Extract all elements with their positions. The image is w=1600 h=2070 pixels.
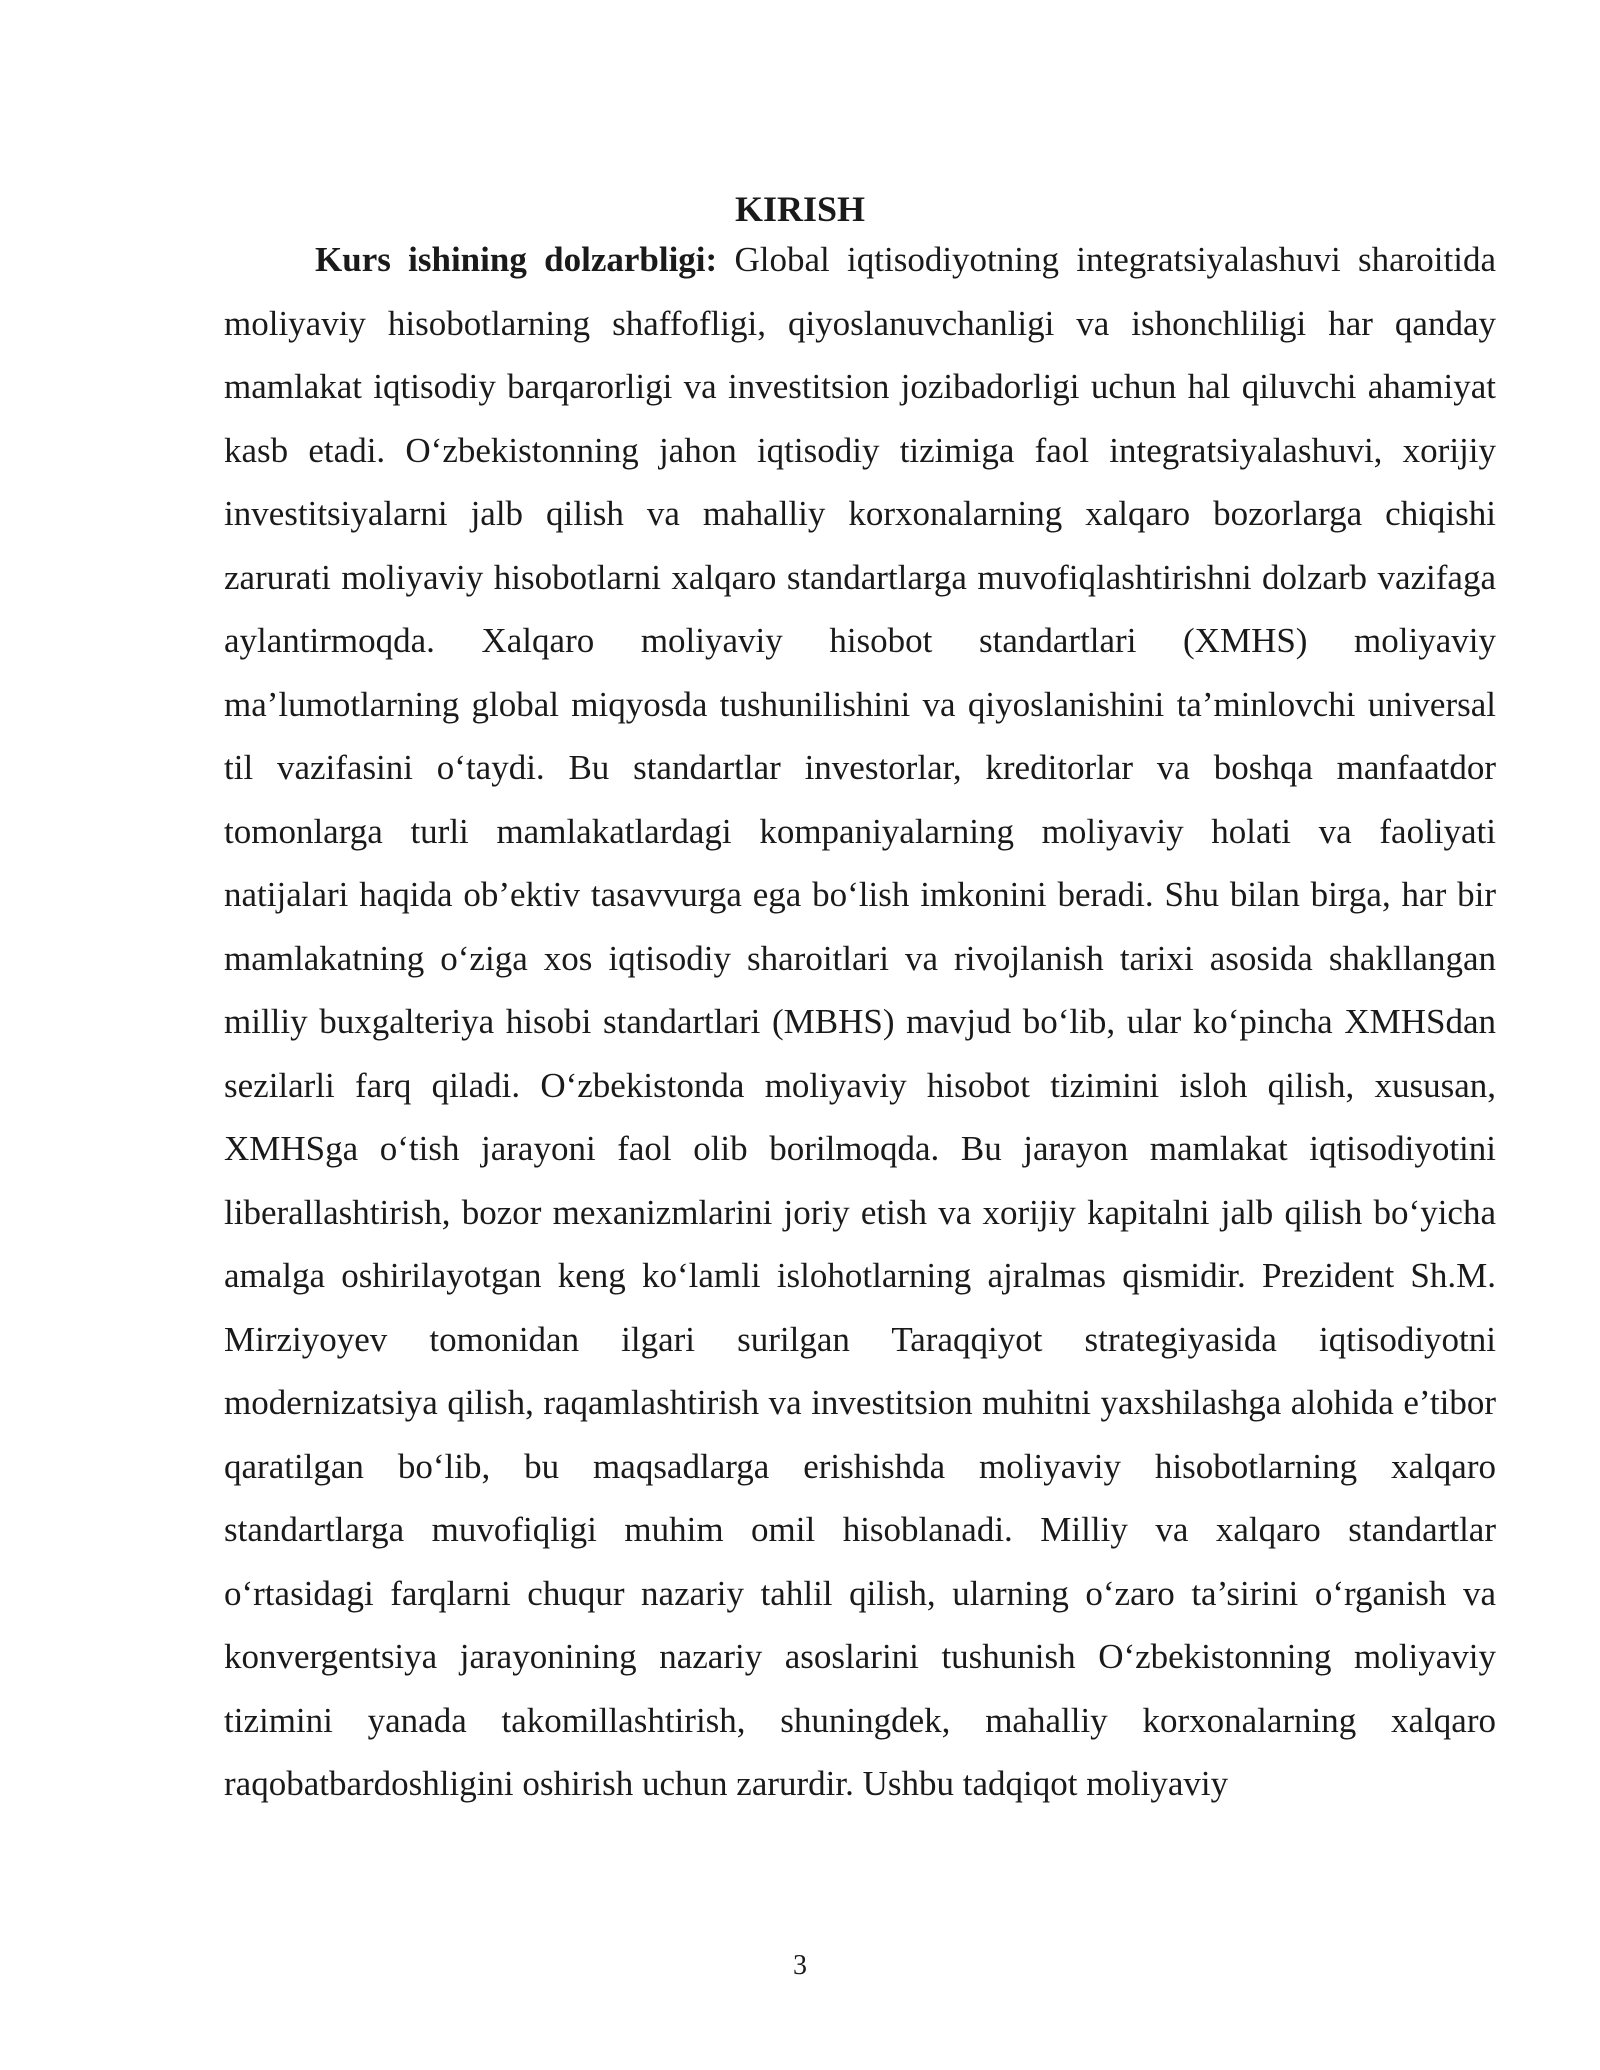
page-number: 3 xyxy=(793,1950,807,1981)
paragraph-text: Global iqtisodiyotning integratsiyalashuvi sharoitida moliyaviy hisobotlarning shaffofligi, qiyoslanuvchanligi va ishonchliligi har qanday mamlakat iqtisodiy barqarorligi va investitsion jozibadorligi uchun hal qiluvchi ahamiyat kasb etadi. O‘zbekistonning jahon iqtisodiy tizimiga faol integratsiyalashuvi, xorijiy investitsiyalarni jalb qilish va mahalliy korxonalarning xalqaro bozorlarga chiqishi zarurati moliyaviy hisobotlarni xalqaro standartlarga muvofiqlashtirishni dolzarb vazifaga aylantirmoqda. Xalqaro moliyaviy hisobot standartlari (XMHS) moliyaviy ma’lumotlarning global miqyosda tushunilishini va qiyoslanishini ta’minlovchi universal til vazifasini o‘taydi. Bu standartlar investorlar, kreditorlar va boshqa manfaatdor tomonlarga turli mamlakatlardagi kompaniyalarning moliyaviy holati va faoliyati natijalari haqida ob’ektiv tasavvurga ega bo‘lish imkonini beradi. Shu bilan birga, har bir mamlakatning o‘ziga xos iqtisodiy sharoitlari va rivojlanish tarixi asosida shakllangan milliy buxgalteriya hisobi standartlari (MBHS) mavjud bo‘lib, ular ko‘pincha XMHSdan sezilarli farq qiladi. O‘zbekistonda moliyaviy hisobot tizimini isloh qilish, xususan, XMHSga o‘tish jarayoni faol olib borilmoqda. Bu jarayon mamlakat iqtisodiyotini liberallashtirish, bozor mexanizmlarini joriy etish va xorijiy kapitalni jalb qilish bo‘yicha amalga oshirilayotgan keng ko‘lamli islohotlarning ajralmas qismidir. Prezident Sh.M. Mirziyoyev tomonidan ilgari surilgan Taraqqiyot strategiyasida iqtisodiyotni modernizatsiya qilish, raqamlashtirish va investitsion muhitni yaxshilashga alohida e’tibor qaratilgan bo‘lib, bu maqsadlarga erishishda moliyaviy hisobotlarning xalqaro standartlarga muvofiqligi muhim omil hisoblanadi. Milliy va xalqaro standartlar o‘rtasidagi farqlarni chuqur nazariy tahlil qilish, ularning o‘zaro ta’sirini o‘rganish va konvergentsiya jarayonining nazariy asoslarini tushunish O‘zbekistonning moliyaviy tizimini yanada takomillashtirish, shuningdek, mahalliy korxonalarning xalqaro raqobatbardoshligini oshirish uchun zarurdir. Ushbu tadqiqot moliyaviy xyxy=(224,240,1496,1803)
body-paragraph xyxy=(224,228,1496,1816)
section-heading: KIRISH xyxy=(734,189,866,229)
paragraph-lead: Kurs ishining dolzarbligi: xyxy=(315,240,718,279)
